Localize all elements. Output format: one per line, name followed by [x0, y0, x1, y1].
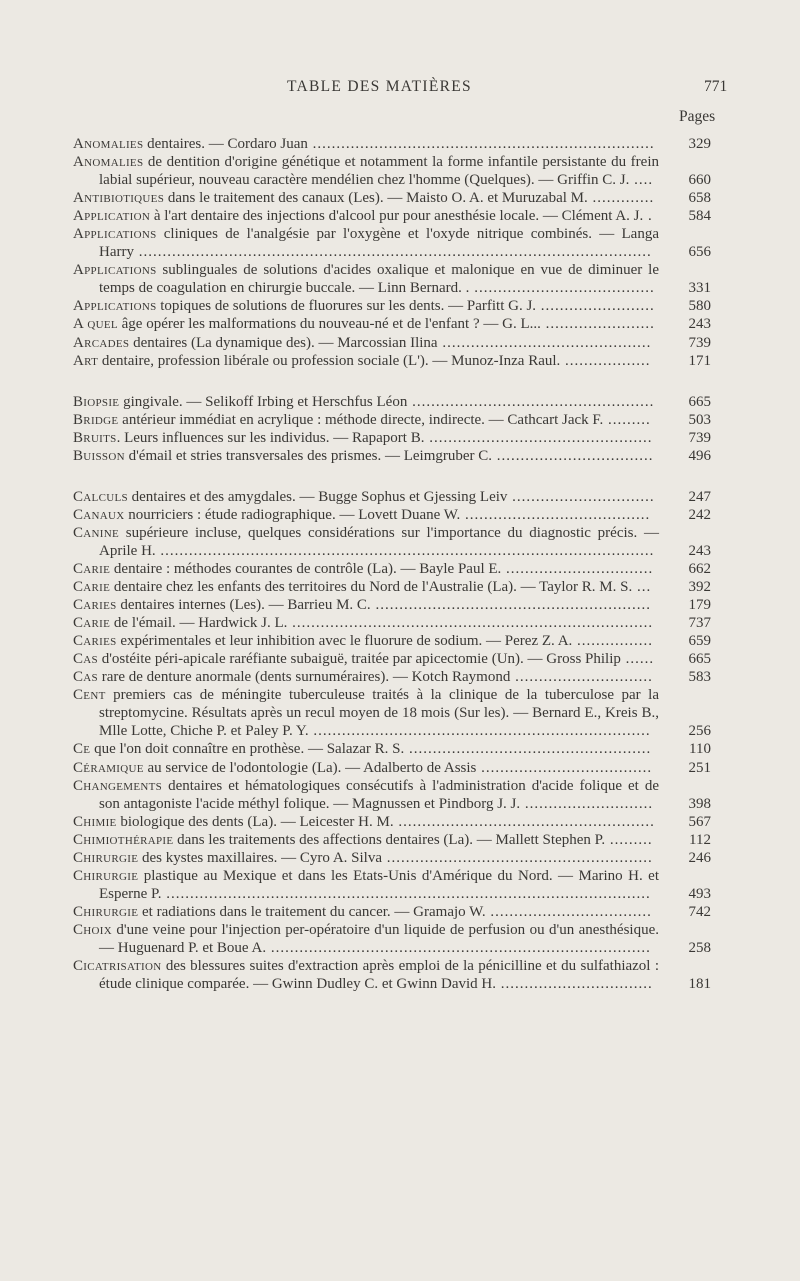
entry-page-number: 179: [688, 597, 711, 614]
toc-entry: [73, 225, 711, 261]
entry-term: Chimiothérapie: [73, 831, 174, 848]
entry-page-number: 247: [688, 488, 711, 505]
entry-text: d'ostéite péri-apicale raréfiante subaiguë, traitée par apicectomie (Un). — Gross Philip: [97, 651, 621, 668]
dot-leader: ...............................: [501, 560, 654, 577]
entry-term: A quel: [73, 316, 118, 333]
entry-term: Carie: [73, 560, 111, 577]
dot-leader: ........................................................................: [307, 136, 655, 152]
entry-term: Bridge: [73, 411, 119, 428]
toc-entry: [73, 957, 711, 993]
entry-text: nourriciers : étude radiographique. — Lovett Duane W.: [124, 506, 461, 523]
toc-entry: [73, 524, 711, 560]
entry-term: Antibiotiques: [73, 190, 165, 207]
entry-text: des kystes maxillaires. — Cyro A. Silva: [138, 849, 382, 866]
entry-page-number: 503: [688, 411, 711, 428]
toc-entry: [73, 135, 711, 153]
entry-term: Applications: [73, 298, 157, 315]
entry-term: Carie: [73, 579, 111, 596]
toc-entry: [73, 261, 711, 297]
dot-leader: .: [643, 208, 653, 225]
dot-leader: .............: [587, 190, 655, 207]
entry-text: dans le traitement des canaux (Les). — Maisto O. A. et Muruzabal M.: [164, 190, 588, 207]
page-number: 771: [704, 78, 728, 95]
entry-term: Anomalies: [73, 154, 144, 171]
toc-entry: [73, 297, 711, 315]
dot-leader: ........................................................................................................: [155, 542, 655, 559]
toc-entry: [73, 506, 711, 524]
entry-text: au service de l'odontologie (La). — Adalberto de Assis: [143, 759, 477, 776]
dot-leader: ................: [572, 633, 654, 650]
entry-term: Cas: [73, 651, 98, 668]
dot-leader: .......................................: [460, 506, 651, 523]
entry-page-number: 398: [688, 795, 711, 812]
dot-leader: ....: [629, 172, 654, 189]
dot-leader: ...................................................: [407, 393, 655, 410]
toc-group: [73, 488, 711, 993]
entry-page-number: 660: [688, 172, 711, 189]
toc-entry: [73, 650, 711, 668]
entry-term: Buisson: [73, 447, 125, 464]
entry-page-number: 243: [688, 542, 711, 559]
dot-leader: .........: [605, 831, 653, 848]
dot-leader: ................................................................................: [266, 939, 651, 956]
dot-leader: .........: [603, 411, 651, 428]
entry-text: d'émail et stries transversales des prismes. — Leimgruber C.: [124, 447, 493, 464]
entry-text: d'une veine pour l'injection per-opératoire d'un liquide de perfusion ou d'un anesthésique. — Huguenard P. et Boue A.: [99, 921, 659, 956]
entry-text: dans les traitements des affections dentaires (La). — Mallett Stephen P.: [173, 831, 606, 848]
entry-page-number: 665: [688, 651, 711, 668]
entry-page-number: 567: [688, 813, 711, 830]
toc-entry: [73, 849, 711, 867]
dot-leader: ............................................: [437, 334, 652, 351]
entry-text: premiers cas de méningite tuberculeuse traités à la clinique de la tuberculose par la streptomycine. Résultats après un recul moyen de 18 mois (Sur les). — Bernard E., Kreis B., Mlle Lotte, Chiche P. et Paley P. Y.: [99, 687, 659, 740]
entry-page-number: 392: [688, 579, 711, 596]
toc-entry: [73, 488, 711, 506]
entry-page-number: 251: [688, 759, 711, 776]
entry-page-number: 496: [688, 447, 711, 464]
entry-term: Chirurgie: [73, 903, 139, 920]
entry-page-number: 493: [688, 885, 711, 902]
dot-leader: ...................................................: [404, 741, 652, 758]
toc-entry: [73, 189, 711, 207]
entry-term: Cicatrisation: [73, 958, 162, 975]
entry-page-number: 181: [688, 976, 711, 993]
entry-text: et radiations dans le traitement du cancer. — Gramajo W.: [138, 903, 486, 920]
entry-page-number: 662: [688, 560, 711, 577]
entry-page-number: 329: [688, 136, 711, 152]
entry-page-number: 246: [688, 849, 711, 866]
toc-entry: [73, 740, 711, 758]
entry-page-number: 171: [688, 352, 711, 369]
toc-entry: [73, 867, 711, 903]
entry-term: Ce: [73, 741, 91, 758]
toc-entry: [73, 429, 711, 447]
entry-text: cliniques de l'analgésie par l'oxygène et l'oxyde nitrique combinés. — Langa Harry: [99, 226, 659, 261]
toc-entry: [73, 334, 711, 352]
dot-leader: ........................................................: [382, 849, 653, 866]
dot-leader: ............................................................................................................: [133, 244, 652, 261]
toc-entry: [73, 578, 711, 596]
entry-text: plastique au Mexique et dans les Etats-Unis d'Amérique du Nord. — Marino H. et Esperne P.: [99, 867, 659, 902]
entry-text: rare de denture anormale (dents surnuméraires). — Kotch Raymond: [97, 669, 511, 686]
entry-term: Art: [73, 352, 99, 369]
dot-leader: .......................: [540, 316, 655, 333]
dot-leader: .......................................................................: [308, 723, 651, 740]
dot-leader: ......: [620, 651, 655, 668]
entry-page-number: 583: [688, 669, 711, 686]
entry-text: biologique des dents (La). — Leicester H. M.: [116, 813, 394, 830]
toc-entry: [73, 207, 711, 225]
dot-leader: ..............................: [507, 488, 655, 505]
entry-text: que l'on doit connaître en prothèse. — Salazar R. S.: [90, 741, 405, 758]
entry-text: à l'art dentaire des injections d'alcool pur pour anesthésie locale. — Clément A. J.: [150, 208, 644, 225]
toc-entry: [73, 352, 711, 370]
entry-term: Changements: [73, 777, 163, 794]
dot-leader: ......................................................: [393, 813, 655, 830]
entry-page-number: 242: [688, 506, 711, 523]
entry-page-number: 658: [688, 190, 711, 207]
entry-text: des blessures suites d'extraction après emploi de la pénicilline et du sulfathiazol : étude clinique comparée. — Gwinn Dudley C. et Gwinn David H.: [99, 958, 659, 993]
entry-term: Caries: [73, 597, 117, 614]
entry-page-number: 665: [688, 393, 711, 410]
toc-entry: [73, 447, 711, 465]
dot-leader: ..................: [560, 352, 651, 369]
entry-text: antérieur immédiat en acrylique : méthode directe, indirecte. — Cathcart Jack F.: [118, 411, 604, 428]
entry-text: sublinguales de solutions d'acides oxalique et malonique en vue de diminuer le temps de coagulation en chirurgie buccale. — Linn Bernard. .: [99, 262, 659, 297]
entry-text: dentaires et des amygdales. — Bugge Sophus et Gjessing Leiv: [127, 488, 508, 505]
entry-term: Anomalies: [73, 136, 144, 152]
dot-leader: ..................................: [485, 903, 652, 920]
dot-leader: ................................: [496, 976, 653, 993]
toc-entry: [73, 411, 711, 429]
toc-entry: [73, 777, 711, 813]
entry-text: de dentition d'origine génétique et notamment la forme infantile persistante du frein labial supérieur, nouveau caractère mendélien chez l'homme (Quelques). — Griffin C. J.: [99, 154, 659, 189]
entry-term: Calculs: [73, 488, 128, 505]
entry-term: Chirurgie: [73, 867, 139, 884]
dot-leader: ....................................: [476, 759, 653, 776]
entry-text: de l'émail. — Hardwick J. L.: [110, 615, 288, 632]
entry-page-number: 243: [688, 316, 711, 333]
entry-page-number: 742: [688, 903, 711, 920]
entry-page-number: 580: [688, 298, 711, 315]
toc-group: [73, 393, 711, 465]
entry-text: dentaire chez les enfants des territoires du Nord de l'Australie (La). — Taylor R. M. S.: [110, 579, 633, 596]
running-title: TABLE DES MATIÈRES: [287, 78, 472, 95]
toc-entry: [73, 315, 711, 333]
dot-leader: ...........................: [520, 795, 654, 812]
dot-leader: ......................................................................................................: [161, 885, 651, 902]
entry-text: dentaire, profession libérale ou profession sociale (L'). — Munoz-Inza Raul.: [98, 352, 561, 369]
entry-term: Canine: [73, 524, 120, 541]
entry-term: Arcades: [73, 334, 130, 351]
dot-leader: ...: [632, 579, 652, 596]
entry-term: Chirurgie: [73, 849, 139, 866]
dot-leader: ......................................: [469, 280, 655, 297]
entry-page-number: 110: [689, 741, 711, 758]
toc-entry: [73, 831, 711, 849]
dot-leader: ............................................................................: [287, 615, 654, 632]
entry-term: Biopsie: [73, 393, 120, 410]
entry-text: dentaires (La dynamique des). — Marcossian Ilina: [129, 334, 438, 351]
entry-text: dentaires internes (Les). — Barrieu M. C.: [116, 597, 371, 614]
toc-entry: [73, 153, 711, 189]
entry-page-number: 258: [688, 939, 711, 956]
entry-page-number: 739: [688, 334, 711, 351]
entry-text: âge opérer les malformations du nouveau-né et de l'enfant ? — G. L...: [117, 316, 541, 333]
entry-text: dentaires. — Cordaro Juan: [143, 136, 308, 152]
entry-page-number: 112: [689, 831, 711, 848]
entry-text: dentaire : méthodes courantes de contrôle (La). — Bayle Paul E.: [110, 560, 502, 577]
toc-entry: [73, 614, 711, 632]
pages-column-label: Pages: [679, 108, 716, 125]
toc-entry: [73, 393, 711, 411]
toc-entry: [73, 596, 711, 614]
entry-page-number: 659: [688, 633, 711, 650]
toc-group: [73, 135, 711, 370]
entry-text: gingivale. — Selikoff Irbing et Herschfus Léon: [119, 393, 408, 410]
entry-page-number: 584: [688, 208, 711, 225]
toc-entry: [73, 686, 711, 740]
entry-term: Carie: [73, 615, 111, 632]
entry-text: . Leurs influences sur les individus. — Rapaport B.: [116, 429, 425, 446]
page-header: [0, 78, 800, 100]
entry-page-number: 737: [688, 615, 711, 632]
entry-term: Cent: [73, 687, 106, 704]
entry-text: topiques de solutions de fluorures sur les dents. — Parfitt G. J.: [156, 298, 537, 315]
entry-text: supérieure incluse, quelques considérations sur l'importance du diagnostic précis. — Aprile H.: [99, 524, 659, 559]
dot-leader: ........................: [536, 298, 655, 315]
entry-term: Choix: [73, 921, 112, 938]
entry-page-number: 739: [688, 429, 711, 446]
toc-entry: [73, 903, 711, 921]
toc-entry: [73, 560, 711, 578]
dot-leader: .............................: [510, 669, 653, 686]
entry-term: Caries: [73, 633, 117, 650]
entry-page-number: 656: [688, 244, 711, 261]
entry-term: Céramique: [73, 759, 144, 776]
entry-term: Applications: [73, 262, 157, 279]
entry-page-number: 331: [688, 280, 711, 297]
toc-entry: [73, 632, 711, 650]
table-of-contents: [73, 135, 711, 993]
entry-term: Applications: [73, 226, 157, 243]
toc-entry: [73, 668, 711, 686]
entry-term: Application: [73, 208, 151, 225]
entry-page-number: 256: [688, 723, 711, 740]
dot-leader: ..........................................................: [370, 597, 651, 614]
entry-term: Bruits: [73, 429, 117, 446]
entry-term: Cas: [73, 669, 98, 686]
toc-entry: [73, 813, 711, 831]
entry-term: Canaux: [73, 506, 125, 523]
dot-leader: ...............................................: [424, 429, 653, 446]
entry-text: dentaires et hématologiques consécutifs à l'administration d'acide folique et de son antagoniste l'acide méthyl folique. — Magnussen et Pindborg J. J.: [99, 777, 659, 812]
dot-leader: .................................: [492, 447, 654, 464]
entry-term: Chimie: [73, 813, 117, 830]
toc-entry: [73, 921, 711, 957]
entry-text: expérimentales et leur inhibition avec le fluorure de sodium. — Perez Z. A.: [116, 633, 573, 650]
toc-entry: [73, 759, 711, 777]
